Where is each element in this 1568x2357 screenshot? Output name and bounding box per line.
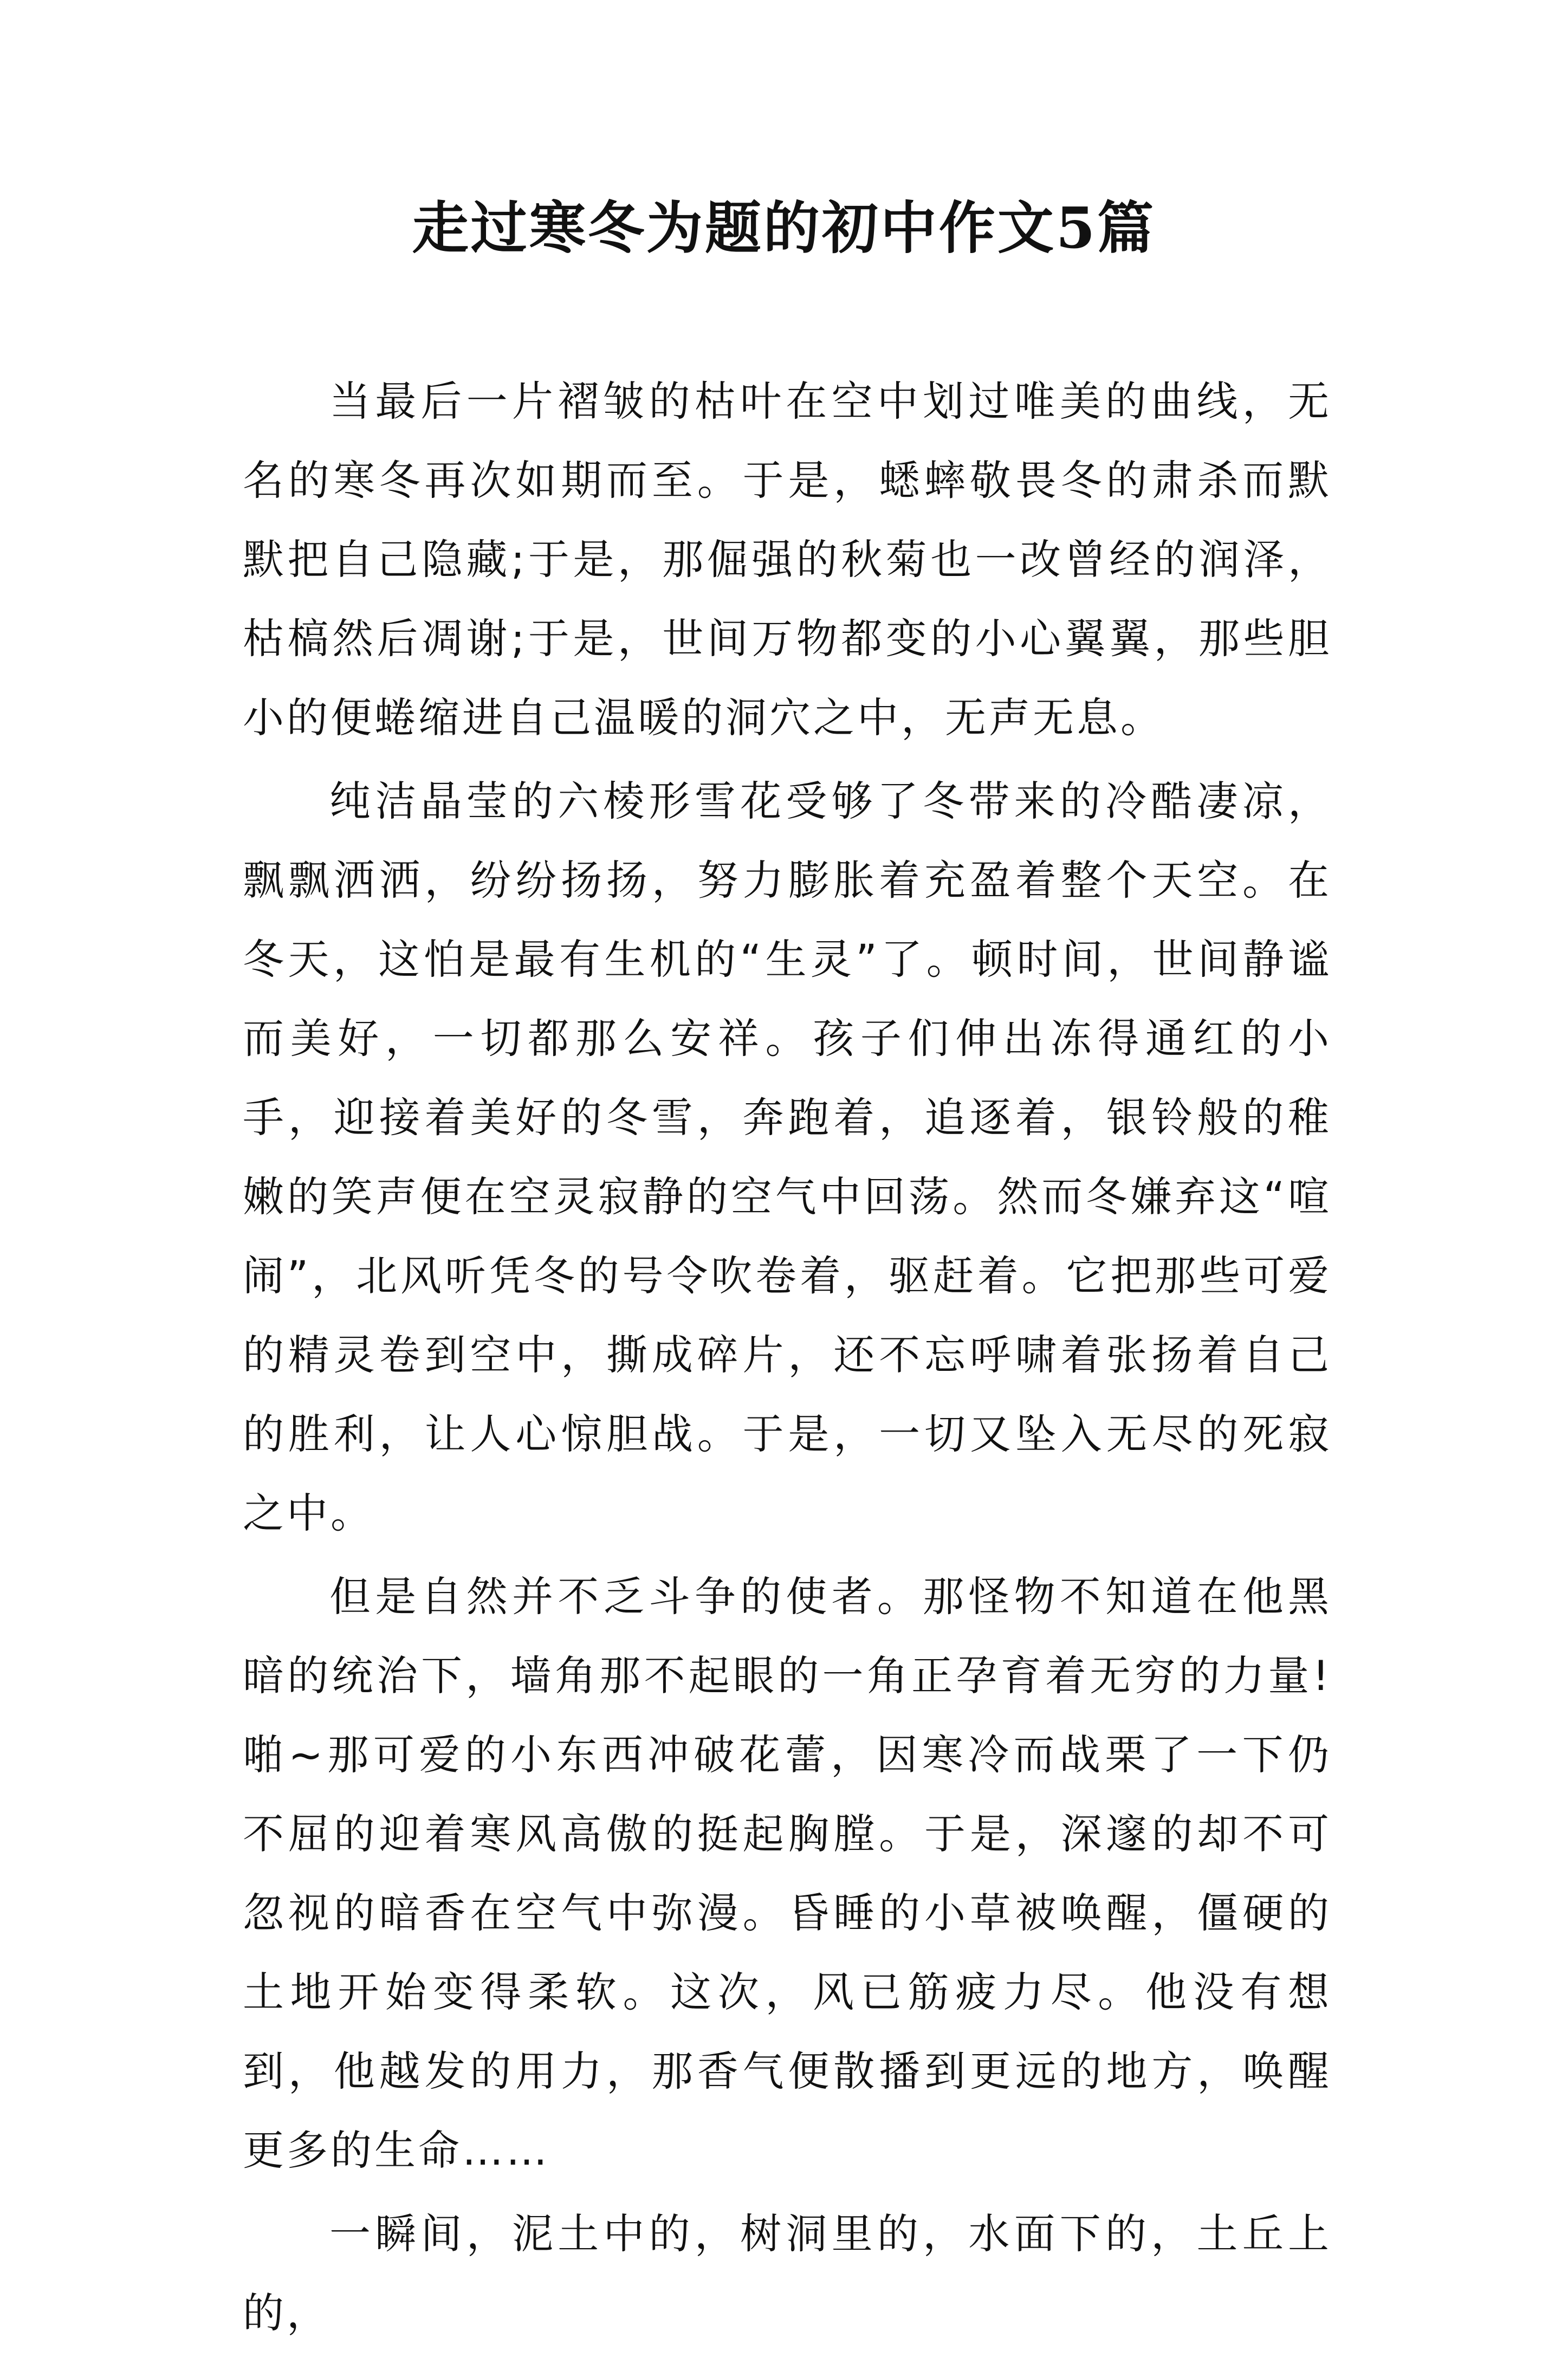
paragraph: 但是自然并不乏斗争的使者。那怪物不知道在他黑暗的统治下，墙角那不起眼的一角正孕育着无穷的力量!啪~那可爱的小东西冲破花蕾，因寒冷而战栗了一下仍不屈的迎着寒风高傲的挺起胸膛。于是，深邃的却不可忽视的暗香在空气中弥漫。昏睡的小草被唤醒，僵硬的土地开始变得柔软。这次，风已筋疲力尽。他没有想到，他越发的用力，那香气便散播到更远的地方，唤醒更多的生命…… [243,1572,1332,2174]
paragraph: 当最后一片褶皱的枯叶在空中划过唯美的曲线，无名的寒冬再次如期而至。于是，蟋蟀敬畏冬的肃杀而默默把自己隐藏;于是，那倔强的秋菊也一改曾经的润泽，枯槁然后凋谢;于是，世间万物都变的小心翼翼，那些胆小的便蜷缩进自己温暖的洞穴之中，无声无息。 [243,377,1332,742]
paragraph: 一瞬间，泥土中的，树洞里的，水面下的，土丘上的， [243,2210,1332,2337]
document-body [243,362,1332,2357]
document-title: 走过寒冬为题的初中作文5篇 [412,195,1156,261]
paragraph: 纯洁晶莹的六棱形雪花受够了冬带来的冷酷凄凉，飘飘洒洒，纷纷扬扬，努力膨胀着充盈着整个天空。在冬天，这怕是最有生机的“生灵”了。顿时间，世间静谧而美好，一切都那么安祥。孩子们伸出冻得通红的小手，迎接着美好的冬雪，奔跑着，追逐着，银铃般的稚嫩的笑声便在空灵寂静的空气中回荡。然而冬嫌弃这“喧闹”，北风听凭冬的号令吹卷着，驱赶着。它把那些可爱的精灵卷到空中，撕成碎片，还不忘呼啸着张扬着自己的胜利，让人心惊胆战。于是，一切又坠入无尽的死寂之中。 [243,777,1332,1537]
